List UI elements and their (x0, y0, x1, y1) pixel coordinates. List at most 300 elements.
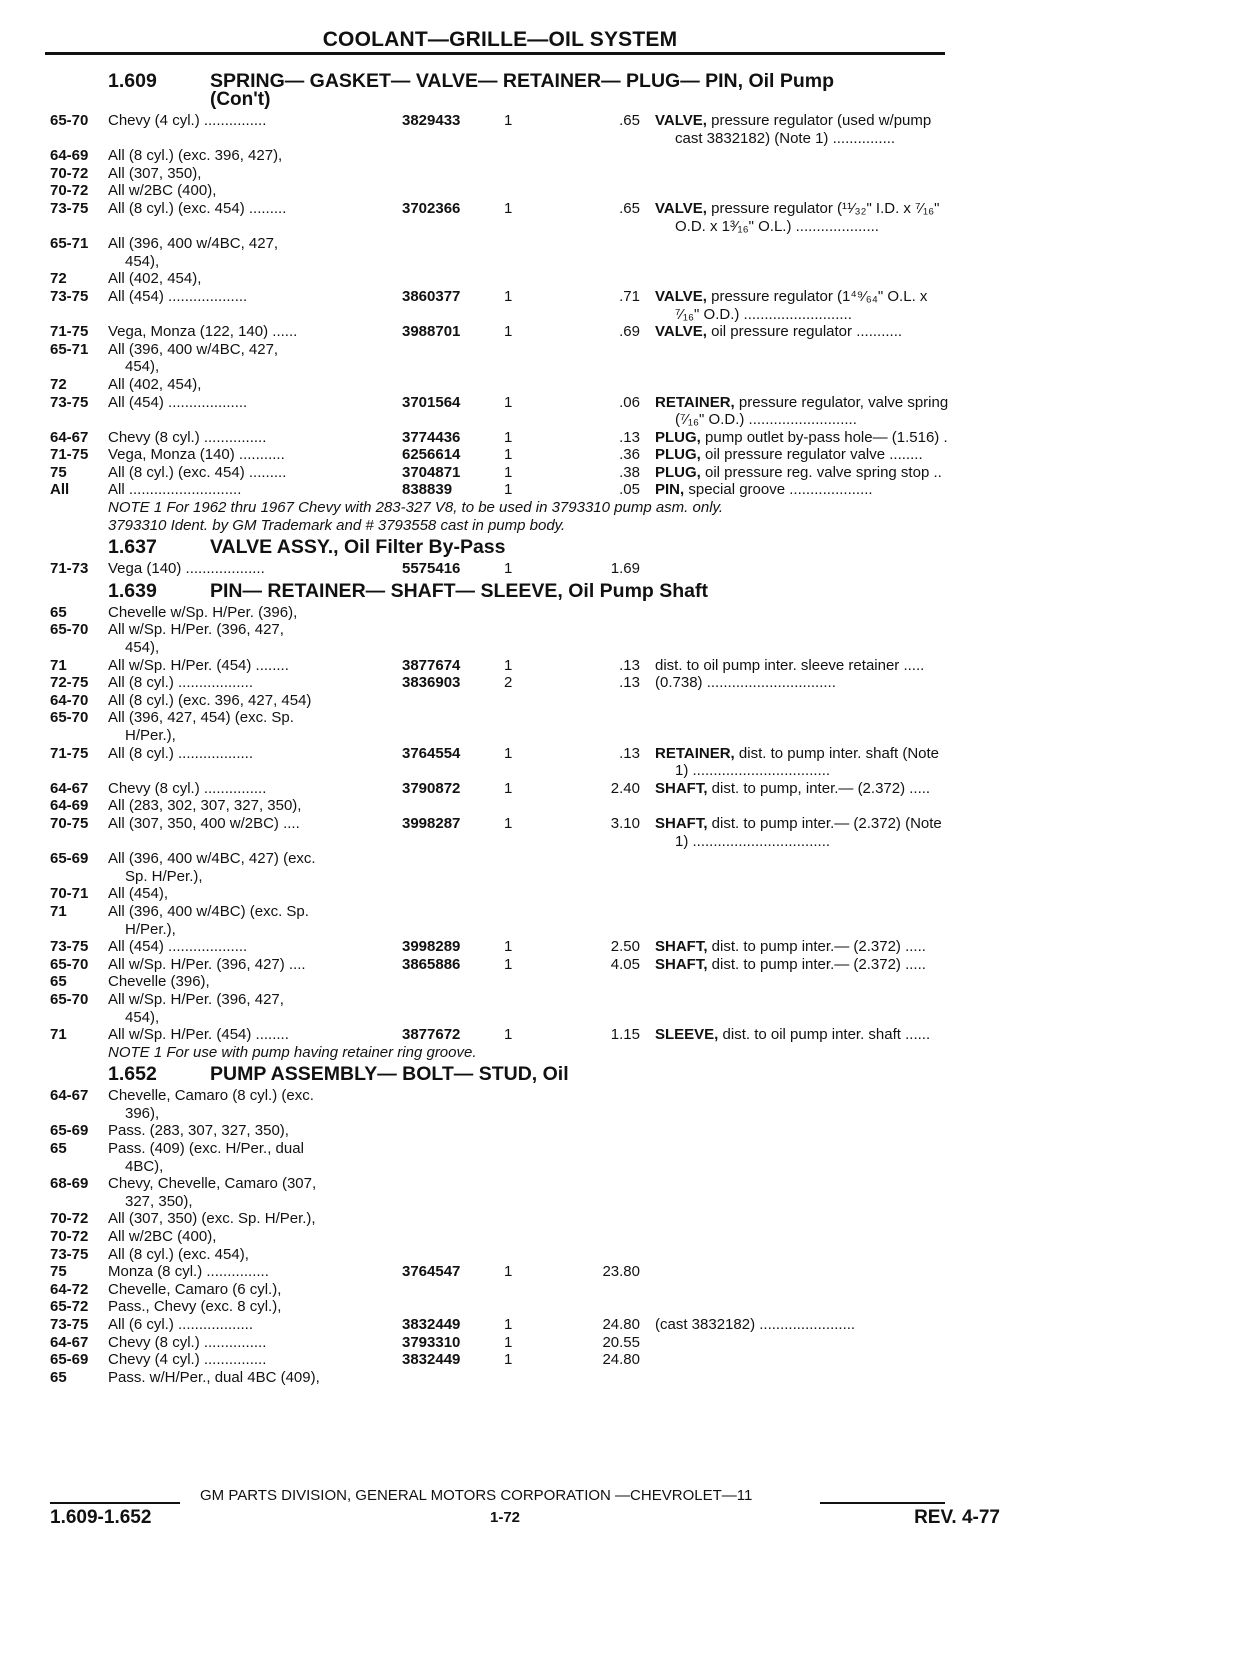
application: All w/Sp. H/Per. (396, 427) .... (108, 955, 306, 973)
quantity: 1 (504, 428, 513, 446)
application: All (402, 454), (108, 270, 202, 288)
part-number: 3702366 (402, 199, 461, 217)
part-detail: oil pressure reg. valve spring stop .. (700, 463, 942, 481)
table-row (50, 973, 1010, 991)
part-number: 3829433 (402, 112, 461, 129)
part-description (675, 833, 1065, 851)
application: 454), (125, 639, 160, 657)
part-detail: pressure regulator (used w/pump (706, 112, 932, 129)
part-description (655, 288, 1045, 306)
application: All (8 cyl.) .................. (108, 674, 254, 692)
application: All (454), (108, 885, 169, 903)
application: H/Per.), (125, 920, 176, 938)
application: All (396, 400 w/4BC, 427, (108, 340, 279, 358)
application: Pass., Chevy (exc. 8 cyl.), (108, 1298, 282, 1316)
part-number: 3860377 (402, 287, 461, 305)
part-number: 3877674 (402, 656, 461, 674)
part-description (655, 429, 1045, 447)
model-years: 64-69 (50, 147, 89, 165)
quantity: 1 (504, 323, 513, 341)
table-row (50, 1263, 1010, 1281)
model-years: 65 (50, 1140, 67, 1158)
part-detail: (0.738) ............................... (655, 674, 836, 692)
table-row (50, 639, 1010, 657)
model-years: 65-71 (50, 340, 89, 358)
application: All (8 cyl.) (exc. 396, 427), (108, 147, 283, 165)
model-years: 64-67 (50, 1087, 89, 1105)
model-years: 65-70 (50, 990, 89, 1008)
part-detail: dist. to pump, inter.— (2.372) ..... (707, 779, 931, 797)
price: 24.80 (602, 1351, 640, 1369)
part-description (655, 481, 1045, 499)
quantity: 1 (504, 1316, 513, 1333)
application: H/Per.), (125, 727, 176, 744)
model-years: 65 (50, 603, 67, 621)
model-years: 72-75 (50, 674, 89, 692)
table-row (50, 1246, 1010, 1264)
table-row (50, 1316, 1010, 1334)
part-number: 3988701 (402, 323, 461, 341)
table-row (50, 147, 1010, 165)
table-row (50, 1369, 1010, 1387)
table-row (50, 1026, 1010, 1044)
price: .06 (619, 393, 640, 411)
part-number: 3793310 (402, 1333, 461, 1351)
price: .65 (619, 112, 640, 129)
application: All w/2BC (400), (108, 1228, 217, 1246)
model-years: 73-75 (50, 1245, 89, 1263)
part-name: SHAFT, (655, 938, 708, 956)
table-row (50, 253, 1010, 271)
part-detail: pump outlet by-pass hole— (1.516) . (700, 428, 948, 446)
note-line (50, 499, 1010, 517)
table-row (50, 657, 1010, 675)
footer-rule-right (820, 1502, 945, 1504)
model-years: 73-75 (50, 287, 89, 305)
part-detail: oil pressure regulator valve ........ (700, 446, 923, 464)
part-detail: pressure regulator (¹¹⁄₃₂" I.D. x ⁷⁄₁₆" (706, 199, 940, 217)
quantity: 2 (504, 674, 513, 692)
part-name: PLUG, (655, 463, 701, 481)
price: .71 (619, 287, 640, 305)
table-row (50, 218, 1010, 236)
part-description (655, 657, 1045, 675)
model-years: 64-67 (50, 428, 89, 446)
application: All w/Sp. H/Per. (454) ........ (108, 1026, 289, 1044)
model-years: 65-70 (50, 709, 89, 727)
table-row (50, 429, 1010, 447)
table-row (50, 780, 1010, 798)
model-years: 70-72 (50, 1228, 89, 1246)
application: All (307, 350) (exc. Sp. H/Per.), (108, 1210, 316, 1228)
application: Monza (8 cyl.) ............... (108, 1263, 269, 1281)
application: All (454) ................... (108, 287, 248, 305)
part-description (655, 446, 1045, 464)
quantity: 1 (504, 287, 513, 305)
price: .69 (619, 323, 640, 341)
part-description (675, 762, 1065, 780)
part-detail: dist. to pump inter.— (2.372) (Note (707, 814, 942, 832)
part-description (675, 218, 1065, 236)
model-years: 71-75 (50, 323, 89, 341)
application: Chevy (4 cyl.) ............... (108, 112, 267, 129)
part-detail: oil pressure regulator ........... (706, 323, 903, 341)
table-row (50, 341, 1010, 359)
part-description (675, 306, 1065, 324)
part-number: 3764547 (402, 1263, 461, 1281)
part-detail: 1) ................................. (675, 832, 831, 850)
section-continued: (Con't) (210, 89, 271, 110)
part-name: VALVE, (655, 287, 707, 305)
application: All (283, 302, 307, 327, 350), (108, 797, 302, 815)
quantity: 1 (504, 1263, 513, 1281)
section-number: 1.609 (108, 70, 157, 92)
quantity: 1 (504, 112, 513, 129)
application: Chevelle w/Sp. H/Per. (396), (108, 603, 298, 621)
application: All (402, 454), (108, 375, 202, 393)
price: .36 (619, 446, 640, 464)
quantity: 1 (504, 393, 513, 411)
part-number: 838839 (402, 481, 453, 499)
application: Chevy (8 cyl.) ............... (108, 779, 267, 797)
model-years: 71-75 (50, 446, 89, 464)
table-row (50, 464, 1010, 482)
footer-revision: REV. 4-77 (914, 1507, 1000, 1528)
model-years: 71 (50, 1026, 67, 1044)
quantity: 1 (504, 1333, 513, 1351)
model-years: 65-69 (50, 1351, 89, 1369)
part-detail: dist. to pump inter. shaft (Note (734, 744, 939, 762)
table-row (50, 1351, 1010, 1369)
table-row (50, 692, 1010, 710)
application: Vega, Monza (122, 140) ...... (108, 323, 298, 341)
part-detail: 1) ................................. (675, 762, 831, 780)
header-rule (45, 52, 945, 55)
application: All (454) ................... (108, 938, 248, 956)
part-detail: O.D. x 1³⁄₁₆" O.L.) .................... (675, 217, 879, 235)
model-years: All (50, 481, 70, 499)
quantity: 1 (504, 1026, 513, 1044)
part-name: SHAFT, (655, 955, 708, 973)
part-detail: dist. to oil pump inter. sleeve retainer ..... (655, 656, 925, 674)
table-row (50, 1105, 1010, 1123)
application: All w/Sp. H/Per. (396, 427, (108, 621, 284, 639)
price: 2.40 (610, 779, 640, 797)
table-row (50, 1193, 1010, 1211)
table-row (50, 481, 1010, 499)
table-row (50, 288, 1010, 306)
model-years: 75 (50, 1263, 67, 1281)
table-row (50, 112, 1010, 130)
part-description (655, 1316, 1045, 1334)
section-subtitle (50, 89, 1010, 112)
part-description (675, 130, 1065, 148)
table-row (50, 1175, 1010, 1193)
model-years: 64-67 (50, 779, 89, 797)
application: 454), (125, 1008, 160, 1026)
part-detail: dist. to pump inter.— (2.372) ..... (707, 938, 926, 956)
application: Chevy, Chevelle, Camaro (307, (108, 1175, 317, 1193)
application: All (8 cyl.) (exc. 396, 427, 454) (108, 691, 312, 709)
table-row (50, 446, 1010, 464)
table-row (50, 376, 1010, 394)
price: 23.80 (602, 1263, 640, 1281)
application: All w/Sp. H/Per. (454) ........ (108, 656, 289, 674)
application: Chevelle (396), (108, 973, 210, 991)
part-number: 3832449 (402, 1316, 461, 1333)
table-row (50, 560, 1010, 578)
section-title: PUMP ASSEMBLY— BOLT— STUD, Oil (210, 1063, 569, 1086)
table-row (50, 991, 1010, 1009)
part-name: SHAFT, (655, 779, 708, 797)
quantity: 1 (504, 814, 513, 832)
part-detail: pressure regulator (1⁴⁹⁄₆₄" O.L. x (706, 287, 928, 305)
footer-page-number: 1-72 (490, 1509, 521, 1526)
table-row (50, 165, 1010, 183)
part-detail: ⁷⁄₁₆" O.D.) .......................... (675, 305, 852, 323)
model-years: 70-72 (50, 182, 89, 200)
application: Chevelle, Camaro (6 cyl.), (108, 1280, 282, 1298)
part-number: 6256614 (402, 446, 461, 464)
model-years: 65-70 (50, 955, 89, 973)
table-row (50, 1334, 1010, 1352)
model-years: 70-72 (50, 1210, 89, 1228)
section-title: PIN— RETAINER— SHAFT— SLEEVE, Oil Pump Shaft (210, 579, 709, 602)
model-years: 73-75 (50, 938, 89, 956)
table-row (50, 1009, 1010, 1027)
model-years: 65 (50, 1368, 67, 1386)
table-row (50, 938, 1010, 956)
table-row (50, 1122, 1010, 1140)
table-row (50, 1140, 1010, 1158)
quantity: 1 (504, 955, 513, 973)
model-years: 65-72 (50, 1298, 89, 1316)
application: All w/2BC (400), (108, 182, 217, 200)
model-years: 70-75 (50, 814, 89, 832)
price: 20.55 (602, 1333, 640, 1351)
quantity: 1 (504, 744, 513, 762)
part-name: VALVE, (655, 199, 707, 217)
table-row (50, 411, 1010, 429)
note-line (50, 1044, 1010, 1062)
quantity: 1 (504, 1351, 513, 1369)
section-number: 1.637 (108, 536, 157, 559)
note-text: NOTE 1 For use with pump having retainer ring groove. (108, 1043, 477, 1061)
model-years: 73-75 (50, 393, 89, 411)
model-years: 64-69 (50, 797, 89, 815)
application: Chevy (4 cyl.) ............... (108, 1351, 267, 1369)
table-row (50, 956, 1010, 974)
table-row (50, 674, 1010, 692)
model-years: 64-70 (50, 691, 89, 709)
application: 396), (125, 1104, 160, 1122)
note-text: 3793310 Ident. by GM Trademark and # 3793558 cast in pump body. (108, 516, 566, 534)
table-row (50, 1087, 1010, 1105)
part-detail: pressure regulator, valve spring (734, 393, 949, 411)
part-description (655, 780, 1045, 798)
part-name: PLUG, (655, 428, 701, 446)
table-row (50, 745, 1010, 763)
price: .38 (619, 463, 640, 481)
quantity: 1 (504, 199, 513, 217)
part-number: 3836903 (402, 674, 461, 692)
price: 4.05 (610, 955, 640, 973)
model-years: 65-70 (50, 621, 89, 639)
price: .13 (619, 428, 640, 446)
part-description (655, 112, 1045, 130)
part-detail: special groove .................... (684, 481, 873, 499)
part-number: 5575416 (402, 560, 461, 578)
table-row (50, 1298, 1010, 1316)
note-text: NOTE 1 For 1962 thru 1967 Chevy with 283-327 V8, to be used in 3793310 pump asm. only. (108, 499, 724, 517)
footer-text: GM PARTS DIVISION, GENERAL MOTORS CORPORATION —CHEVROLET—11 (200, 1487, 753, 1504)
application: All (307, 350), (108, 164, 202, 182)
table-row (50, 358, 1010, 376)
price: 1.15 (610, 1026, 640, 1044)
model-years: 65-69 (50, 850, 89, 868)
quantity: 1 (504, 446, 513, 464)
model-years: 71-73 (50, 560, 89, 578)
part-description (655, 745, 1045, 763)
table-row (50, 394, 1010, 412)
part-name: VALVE, (655, 112, 707, 129)
application: Vega (140) ................... (108, 560, 265, 578)
application: All (8 cyl.) .................. (108, 744, 254, 762)
application: All (396, 427, 454) (exc. Sp. (108, 709, 294, 727)
application: Vega, Monza (140) ........... (108, 446, 285, 464)
application: All (396, 400 w/4BC, 427, (108, 235, 279, 253)
application: All w/Sp. H/Per. (396, 427, (108, 990, 284, 1008)
application: All (6 cyl.) .................. (108, 1316, 254, 1333)
model-years: 65-70 (50, 112, 89, 129)
part-description (655, 1026, 1045, 1044)
price: .05 (619, 481, 640, 499)
application: All (307, 350, 400 w/2BC) .... (108, 814, 300, 832)
table-row (50, 833, 1010, 851)
application: All (454) ................... (108, 393, 248, 411)
model-years: 73-75 (50, 199, 89, 217)
part-detail: dist. to oil pump inter. shaft ...... (718, 1026, 931, 1044)
application: Chevelle, Camaro (8 cyl.) (exc. (108, 1087, 314, 1105)
part-description (655, 956, 1045, 974)
table-row (50, 797, 1010, 815)
application: 454), (125, 358, 160, 376)
part-description (655, 394, 1045, 412)
application: All (396, 400 w/4BC) (exc. Sp. (108, 902, 309, 920)
application: All (8 cyl.) (exc. 454) ......... (108, 199, 287, 217)
table-row (50, 885, 1010, 903)
price: .13 (619, 744, 640, 762)
table-row (50, 200, 1010, 218)
table-row (50, 1228, 1010, 1246)
model-years: 70-72 (50, 164, 89, 182)
table-row (50, 604, 1010, 622)
part-number: 3832449 (402, 1351, 461, 1369)
application: All (396, 400 w/4BC, 427) (exc. (108, 850, 316, 868)
table-row (50, 235, 1010, 253)
part-description (675, 411, 1065, 429)
page-title: COOLANT—GRILLE—OIL SYSTEM (322, 28, 678, 51)
table-row (50, 727, 1010, 745)
table-row (50, 130, 1010, 148)
price: .65 (619, 199, 640, 217)
part-description (655, 464, 1045, 482)
price: 2.50 (610, 938, 640, 956)
model-years: 70-71 (50, 885, 89, 903)
part-number: 3998287 (402, 814, 461, 832)
price: 24.80 (602, 1316, 640, 1333)
section-heading (50, 70, 1010, 94)
price: 1.69 (610, 560, 640, 578)
table-row (50, 921, 1010, 939)
application: All ........................... (108, 481, 242, 499)
section-heading (50, 1063, 1010, 1087)
part-number: 3865886 (402, 955, 461, 973)
table-row (50, 270, 1010, 288)
quantity: 1 (504, 463, 513, 481)
part-detail: cast 3832182) (Note 1) ............... (675, 129, 896, 147)
model-years: 71-75 (50, 744, 89, 762)
application: Chevy (8 cyl.) ............... (108, 1333, 267, 1351)
section-title: VALVE ASSY., Oil Filter By-Pass (210, 536, 506, 559)
application: 4BC), (125, 1157, 164, 1175)
model-years: 75 (50, 463, 67, 481)
model-years: 72 (50, 375, 67, 393)
section-number: 1.639 (108, 579, 157, 602)
part-detail: (⁷⁄₁₆" O.D.) .......................... (675, 411, 857, 429)
model-years: 71 (50, 656, 67, 674)
application: All (8 cyl.) (exc. 454), (108, 1245, 249, 1263)
model-years: 72 (50, 270, 67, 288)
table-row (50, 709, 1010, 727)
table-row (50, 868, 1010, 886)
table-row (50, 815, 1010, 833)
application: Pass. w/H/Per., dual 4BC (409), (108, 1368, 320, 1386)
part-name: SHAFT, (655, 814, 708, 832)
part-detail: dist. to pump inter.— (2.372) ..... (707, 955, 926, 973)
part-number: 3774436 (402, 428, 461, 446)
part-name: PIN, (655, 481, 685, 499)
section-heading (50, 536, 1010, 560)
table-row (50, 1281, 1010, 1299)
part-description (655, 323, 1045, 341)
model-years: 71 (50, 902, 67, 920)
application: 454), (125, 252, 160, 270)
part-number: 3877672 (402, 1026, 461, 1044)
table-row (50, 1210, 1010, 1228)
price: 3.10 (610, 814, 640, 832)
table-row (50, 903, 1010, 921)
part-number: 3764554 (402, 744, 461, 762)
model-years: 65 (50, 973, 67, 991)
part-name: PLUG, (655, 446, 701, 464)
section-title: SPRING— GASKET— VALVE— RETAINER— PLUG— PIN, Oil Pump (210, 70, 835, 92)
part-detail: (cast 3832182) ....................... (655, 1316, 856, 1333)
part-name: RETAINER, (655, 393, 735, 411)
table-row (50, 323, 1010, 341)
part-number: 3790872 (402, 779, 461, 797)
part-description (655, 815, 1045, 833)
part-name: RETAINER, (655, 744, 735, 762)
part-number: 3998289 (402, 938, 461, 956)
table-row (50, 850, 1010, 868)
part-number: 3704871 (402, 463, 461, 481)
application: Pass. (283, 307, 327, 350), (108, 1122, 289, 1140)
part-number: 3701564 (402, 393, 461, 411)
model-years: 64-72 (50, 1280, 89, 1298)
part-name: VALVE, (655, 323, 707, 341)
quantity: 1 (504, 481, 513, 499)
